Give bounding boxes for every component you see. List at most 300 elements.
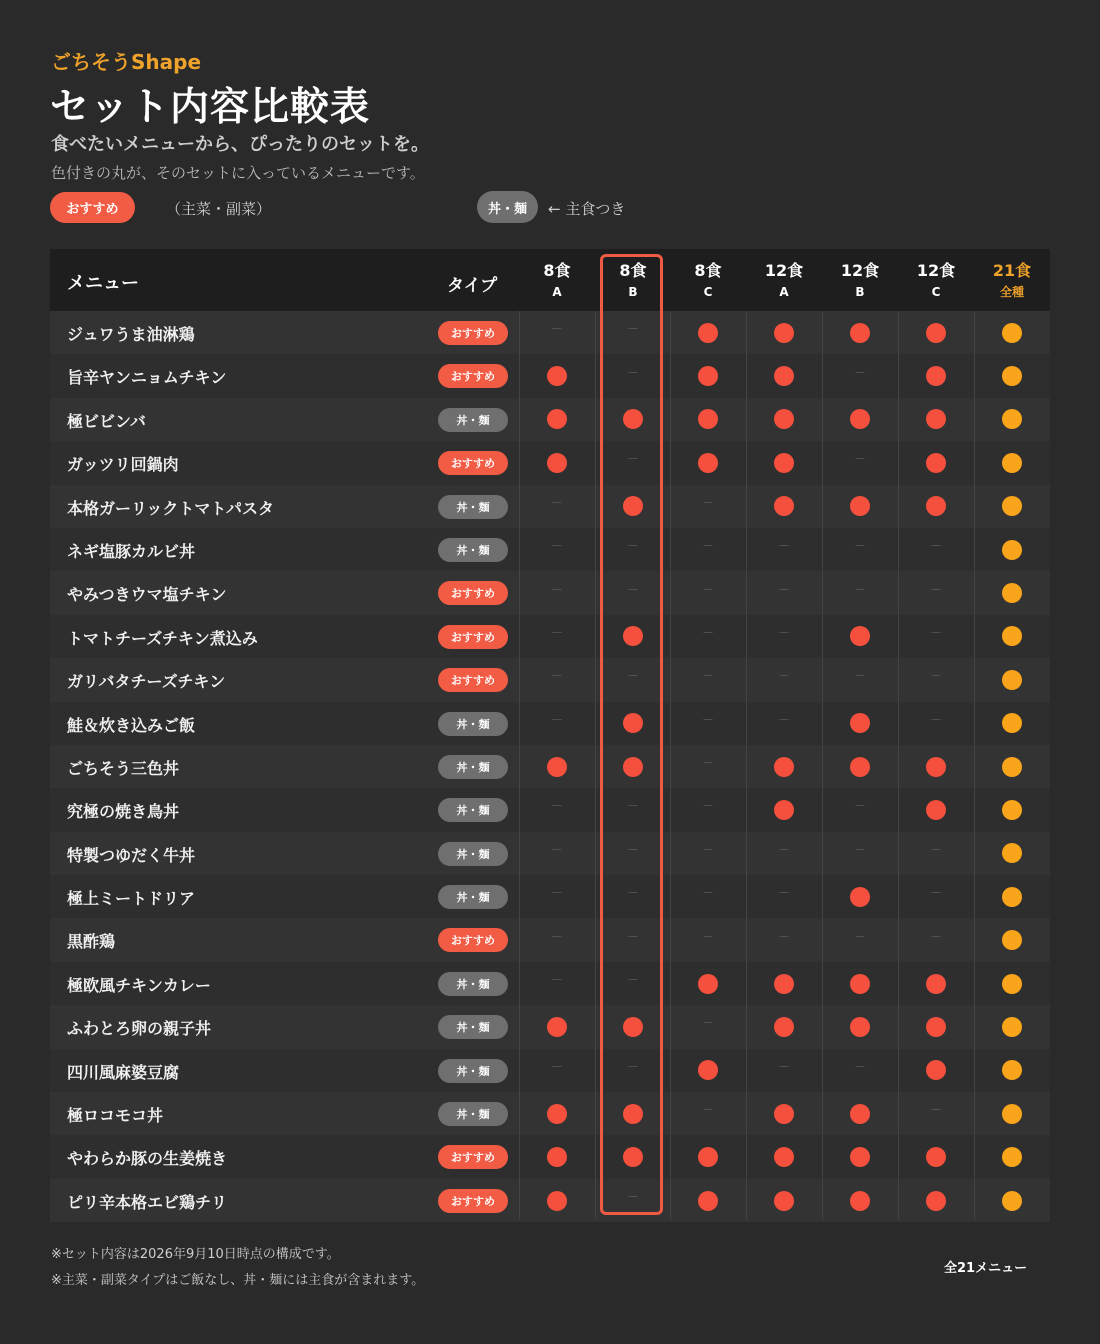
set-cell [822, 658, 898, 701]
footnote-type: ※主菜・副菜タイプはご飯なし、丼・麺には主食が含まれます。 [51, 1273, 425, 1288]
set-header-count: 8食 [619, 261, 647, 280]
set-cell [974, 354, 1050, 397]
not-included-mark: － [777, 669, 790, 684]
set-cell [822, 441, 898, 484]
not-included-mark: － [929, 842, 942, 857]
set-header-count: 8食 [694, 261, 722, 280]
not-included-mark: － [853, 799, 866, 814]
set-cell [519, 571, 595, 614]
included-dot [698, 1147, 718, 1167]
set-cell [670, 615, 746, 658]
set-cell [898, 311, 974, 354]
not-included-mark: － [626, 973, 639, 988]
legend-don-badge: 丼・麺 [477, 191, 538, 223]
not-included-mark: － [929, 1103, 942, 1118]
don-badge: 丼・麺 [438, 885, 508, 909]
set-cell [519, 918, 595, 961]
set-cell [898, 832, 974, 875]
set-cell [822, 311, 898, 354]
not-included-mark: － [626, 799, 639, 814]
set-cell [822, 354, 898, 397]
not-included-mark: － [550, 973, 563, 988]
menu-name: トマトチーズチキン煮込み [67, 628, 258, 648]
set-cell [670, 918, 746, 961]
set-cell [974, 528, 1050, 571]
recommend-badge: おすすめ [438, 668, 508, 692]
set-cell [746, 441, 822, 484]
included-dot [547, 1104, 567, 1124]
included-dot [926, 757, 946, 777]
not-included-mark: － [853, 1059, 866, 1074]
included-dot [926, 453, 946, 473]
set-cell [974, 571, 1050, 614]
not-included-mark: － [853, 365, 866, 380]
included-dot [850, 757, 870, 777]
not-included-mark: － [777, 842, 790, 857]
not-included-mark: － [853, 539, 866, 554]
set-cell [822, 485, 898, 528]
included-dot [926, 1147, 946, 1167]
menu-name: 本格ガーリックトマトパスタ [67, 498, 275, 518]
not-included-mark: － [929, 669, 942, 684]
not-included-mark: － [550, 625, 563, 640]
recommend-badge: おすすめ [438, 625, 508, 649]
column-divider [746, 311, 747, 1219]
table-row [50, 745, 1050, 788]
not-included-mark: － [777, 886, 790, 901]
set-header-count: 12食 [840, 261, 880, 280]
set-cell [746, 702, 822, 745]
set-cell [746, 788, 822, 831]
set-cell [519, 1092, 595, 1135]
set-cell [519, 354, 595, 397]
column-divider [670, 311, 671, 1219]
set-cell [822, 571, 898, 614]
table-row [50, 1049, 1050, 1092]
included-dot [547, 1017, 567, 1037]
column-divider [822, 311, 823, 1219]
included-dot [547, 453, 567, 473]
column-divider [519, 311, 520, 1219]
set-cell [822, 788, 898, 831]
included-dot [1002, 366, 1022, 386]
legend-recommend-badge: おすすめ [50, 192, 135, 223]
table-row [50, 875, 1050, 918]
set-header-2 [670, 261, 746, 300]
included-dot [1002, 583, 1022, 603]
set-cell [898, 1135, 974, 1178]
set-cell [670, 485, 746, 528]
included-dot [1002, 1017, 1022, 1037]
set-cell [670, 571, 746, 614]
included-dot [1002, 930, 1022, 950]
included-dot [774, 323, 794, 343]
set-cell [746, 1092, 822, 1135]
set-cell [519, 962, 595, 1005]
not-included-mark: － [853, 842, 866, 857]
not-included-mark: － [626, 539, 639, 554]
set-cell [670, 1049, 746, 1092]
menu-name: ガッツリ回鍋肉 [67, 455, 179, 475]
included-dot [774, 1104, 794, 1124]
total-menu-count: 全21メニュー [944, 1261, 1028, 1276]
table-row [50, 354, 1050, 397]
set-cell [898, 658, 974, 701]
not-included-mark: － [550, 582, 563, 597]
recommend-badge: おすすめ [438, 1145, 508, 1169]
page-description: 色付きの丸が、そのセットに入っているメニューです。 [51, 164, 425, 182]
included-dot [1002, 540, 1022, 560]
set-cell [822, 528, 898, 571]
set-cell [746, 658, 822, 701]
not-included-mark: － [929, 712, 942, 727]
set-cell [974, 485, 1050, 528]
not-included-mark: － [550, 886, 563, 901]
set-cell [670, 702, 746, 745]
column-divider [974, 311, 975, 1219]
included-dot [1002, 1060, 1022, 1080]
included-dot [926, 974, 946, 994]
brand-name: ごちそうShape [51, 50, 202, 74]
menu-name: 特製つゆだく牛丼 [67, 845, 196, 865]
set-cell [746, 485, 822, 528]
not-included-mark: － [626, 886, 639, 901]
not-included-mark: － [701, 625, 714, 640]
included-dot [774, 366, 794, 386]
don-badge: 丼・麺 [438, 712, 508, 736]
included-dot [698, 1060, 718, 1080]
included-dot [1002, 1104, 1022, 1124]
menu-name: 究極の焼き鳥丼 [67, 802, 180, 822]
set-cell [519, 788, 595, 831]
table-row [50, 918, 1050, 961]
set-cell [746, 528, 822, 571]
set-cell [519, 311, 595, 354]
menu-name: 四川風麻婆豆腐 [67, 1062, 180, 1082]
included-dot [850, 713, 870, 733]
included-dot [1002, 626, 1022, 646]
included-dot [1002, 409, 1022, 429]
set-cell [898, 1049, 974, 1092]
set-cell [822, 918, 898, 961]
set-cell [519, 615, 595, 658]
set-cell [822, 398, 898, 441]
set-cell [670, 398, 746, 441]
included-dot [1002, 713, 1022, 733]
set-header-variant: A [779, 285, 789, 299]
not-included-mark: － [550, 495, 563, 510]
set-cell [519, 485, 595, 528]
set-header-count: 21食 [992, 261, 1032, 280]
set-header-variant: B [855, 285, 865, 299]
table-row [50, 441, 1050, 484]
table-row [50, 1005, 1050, 1048]
recommend-badge: おすすめ [438, 321, 508, 345]
set-cell [898, 354, 974, 397]
not-included-mark: － [929, 582, 942, 597]
set-header-variant: C [703, 285, 713, 299]
menu-name: やみつきウマ塩チキン [67, 585, 227, 605]
included-dot [774, 453, 794, 473]
not-included-mark: － [701, 1016, 714, 1031]
set-cell [746, 745, 822, 788]
table-row [50, 311, 1050, 354]
set-cell [519, 441, 595, 484]
included-dot [698, 1191, 718, 1211]
set-cell [974, 1092, 1050, 1135]
set-cell [519, 1005, 595, 1048]
not-included-mark: － [853, 452, 866, 467]
included-dot [698, 453, 718, 473]
included-dot [926, 323, 946, 343]
set-cell [974, 615, 1050, 658]
don-badge: 丼・麺 [438, 1015, 508, 1039]
column-divider [898, 311, 899, 1219]
not-included-mark: － [853, 669, 866, 684]
set-header-3 [746, 261, 822, 300]
included-dot [850, 887, 870, 907]
included-dot [926, 1060, 946, 1080]
set-cell [519, 875, 595, 918]
not-included-mark: － [701, 1103, 714, 1118]
set-cell [670, 441, 746, 484]
not-included-mark: － [701, 669, 714, 684]
set-cell [974, 311, 1050, 354]
menu-name: 極上ミートドリア [67, 889, 196, 909]
not-included-mark: － [777, 625, 790, 640]
not-included-mark: － [701, 495, 714, 510]
included-dot [1002, 974, 1022, 994]
included-dot [698, 409, 718, 429]
set-header-count: 8食 [543, 261, 571, 280]
don-badge: 丼・麺 [438, 755, 508, 779]
set-header-6 [974, 261, 1050, 300]
set-cell [670, 1135, 746, 1178]
included-dot [774, 800, 794, 820]
included-dot [774, 496, 794, 516]
set-cell [974, 832, 1050, 875]
not-included-mark: － [626, 582, 639, 597]
set-header-variant: B [628, 285, 638, 299]
set-cell [746, 311, 822, 354]
set-cell [746, 398, 822, 441]
set-cell [822, 1092, 898, 1135]
legend-recommend-note: （主菜・副菜） [166, 200, 272, 218]
included-dot [774, 1191, 794, 1211]
footnote-date: ※セット内容は2026年9月10日時点の構成です。 [51, 1247, 340, 1262]
set-cell [898, 528, 974, 571]
not-included-mark: － [701, 756, 714, 771]
set-cell [822, 615, 898, 658]
not-included-mark: － [626, 1190, 639, 1204]
set-cell [746, 354, 822, 397]
set-cell [898, 1179, 974, 1222]
included-dot [1002, 453, 1022, 473]
set-cell [670, 354, 746, 397]
recommend-badge: おすすめ [438, 928, 508, 952]
menu-name: 極ロコモコ丼 [67, 1106, 164, 1126]
set-cell [898, 1005, 974, 1048]
set-cell [822, 1049, 898, 1092]
included-dot [926, 1191, 946, 1211]
table-row [50, 615, 1050, 658]
don-badge: 丼・麺 [438, 538, 508, 562]
table-row [50, 571, 1050, 614]
set-header-variant: C [931, 285, 941, 299]
included-dot [547, 1191, 567, 1211]
table-row [50, 1179, 1050, 1222]
legend-don-note: ← 主食つき [548, 200, 626, 218]
not-included-mark: － [853, 929, 866, 944]
header-menu: メニュー [67, 273, 139, 294]
included-dot [547, 757, 567, 777]
set-header-count: 12食 [764, 261, 804, 280]
set-cell [898, 398, 974, 441]
table-row [50, 1092, 1050, 1135]
menu-name: ガリバタチーズチキン [67, 672, 226, 692]
set-cell [519, 832, 595, 875]
included-dot [850, 1147, 870, 1167]
table-row [50, 788, 1050, 831]
menu-name: 極欧風チキンカレー [67, 975, 211, 995]
set-cell [670, 658, 746, 701]
set-cell [670, 745, 746, 788]
set-cell [898, 615, 974, 658]
not-included-mark: － [626, 365, 639, 380]
highlighted-set-frame [600, 254, 663, 1215]
set-cell [746, 1049, 822, 1092]
table-row [50, 658, 1050, 701]
table-row [50, 832, 1050, 875]
included-dot [1002, 800, 1022, 820]
column-divider [595, 311, 596, 1219]
set-cell [670, 875, 746, 918]
not-included-mark: － [929, 886, 942, 901]
set-cell [670, 962, 746, 1005]
set-cell [670, 832, 746, 875]
included-dot [774, 409, 794, 429]
set-cell [746, 1179, 822, 1222]
set-header-variant: A [552, 285, 562, 299]
set-cell [670, 528, 746, 571]
not-included-mark: － [550, 929, 563, 944]
set-cell [519, 745, 595, 788]
menu-name: 黒酢鶏 [67, 932, 116, 952]
recommend-badge: おすすめ [438, 581, 508, 605]
set-cell [822, 1179, 898, 1222]
not-included-mark: － [550, 669, 563, 684]
set-cell [822, 702, 898, 745]
not-included-mark: － [701, 929, 714, 944]
set-cell [746, 571, 822, 614]
set-cell [519, 528, 595, 571]
set-cell [746, 1005, 822, 1048]
included-dot [850, 323, 870, 343]
included-dot [850, 626, 870, 646]
don-badge: 丼・麺 [438, 408, 508, 432]
set-cell [974, 1049, 1050, 1092]
not-included-mark: － [929, 539, 942, 554]
header-type: タイプ [447, 276, 498, 296]
included-dot [1002, 1191, 1022, 1211]
included-dot [1002, 757, 1022, 777]
table-row [50, 528, 1050, 571]
menu-name: ジュワうま油淋鶏 [67, 325, 195, 344]
set-cell [822, 745, 898, 788]
included-dot [850, 409, 870, 429]
menu-name: ピリ辛本格エビ鶏チリ [67, 1192, 228, 1212]
recommend-badge: おすすめ [438, 451, 508, 475]
set-cell [898, 745, 974, 788]
included-dot [1002, 843, 1022, 863]
not-included-mark: － [626, 669, 639, 684]
set-cell [822, 1005, 898, 1048]
set-cell [898, 702, 974, 745]
set-cell [822, 875, 898, 918]
included-dot [850, 496, 870, 516]
don-badge: 丼・麺 [438, 798, 508, 822]
set-cell [974, 702, 1050, 745]
don-badge: 丼・麺 [438, 1059, 508, 1083]
set-cell [974, 962, 1050, 1005]
set-header-variant: 全種 [999, 285, 1024, 299]
not-included-mark: － [777, 539, 790, 554]
set-cell [898, 441, 974, 484]
set-cell [822, 962, 898, 1005]
not-included-mark: － [550, 842, 563, 857]
included-dot [926, 800, 946, 820]
don-badge: 丼・麺 [438, 1102, 508, 1126]
set-cell [898, 1092, 974, 1135]
recommend-badge: おすすめ [438, 364, 508, 388]
menu-name: ふわとろ卵の親子丼 [67, 1019, 212, 1039]
menu-name: やわらか豚の生姜焼き [67, 1149, 228, 1169]
set-cell [670, 788, 746, 831]
included-dot [698, 974, 718, 994]
don-badge: 丼・麺 [438, 495, 508, 519]
set-cell [974, 658, 1050, 701]
set-cell [974, 398, 1050, 441]
not-included-mark: － [929, 625, 942, 640]
menu-name: ごちそう三色丼 [67, 758, 180, 778]
menu-name: ネギ塩豚カルビ丼 [67, 541, 196, 561]
set-header-0 [519, 261, 595, 300]
not-included-mark: － [701, 539, 714, 554]
included-dot [926, 1017, 946, 1037]
not-included-mark: － [777, 1059, 790, 1074]
set-cell [519, 1135, 595, 1178]
recommend-badge: おすすめ [438, 1189, 508, 1213]
set-cell [519, 702, 595, 745]
included-dot [698, 323, 718, 343]
set-cell [898, 875, 974, 918]
included-dot [850, 1191, 870, 1211]
not-included-mark: － [701, 799, 714, 814]
menu-name: 極ビビンバ [67, 411, 146, 431]
not-included-mark: － [550, 1059, 563, 1074]
included-dot [774, 974, 794, 994]
don-badge: 丼・麺 [438, 972, 508, 996]
set-cell [974, 788, 1050, 831]
set-cell [974, 441, 1050, 484]
table-row [50, 962, 1050, 1005]
not-included-mark: － [777, 582, 790, 597]
set-cell [974, 1135, 1050, 1178]
set-cell [519, 1049, 595, 1092]
included-dot [850, 974, 870, 994]
set-cell [898, 571, 974, 614]
set-cell [898, 788, 974, 831]
